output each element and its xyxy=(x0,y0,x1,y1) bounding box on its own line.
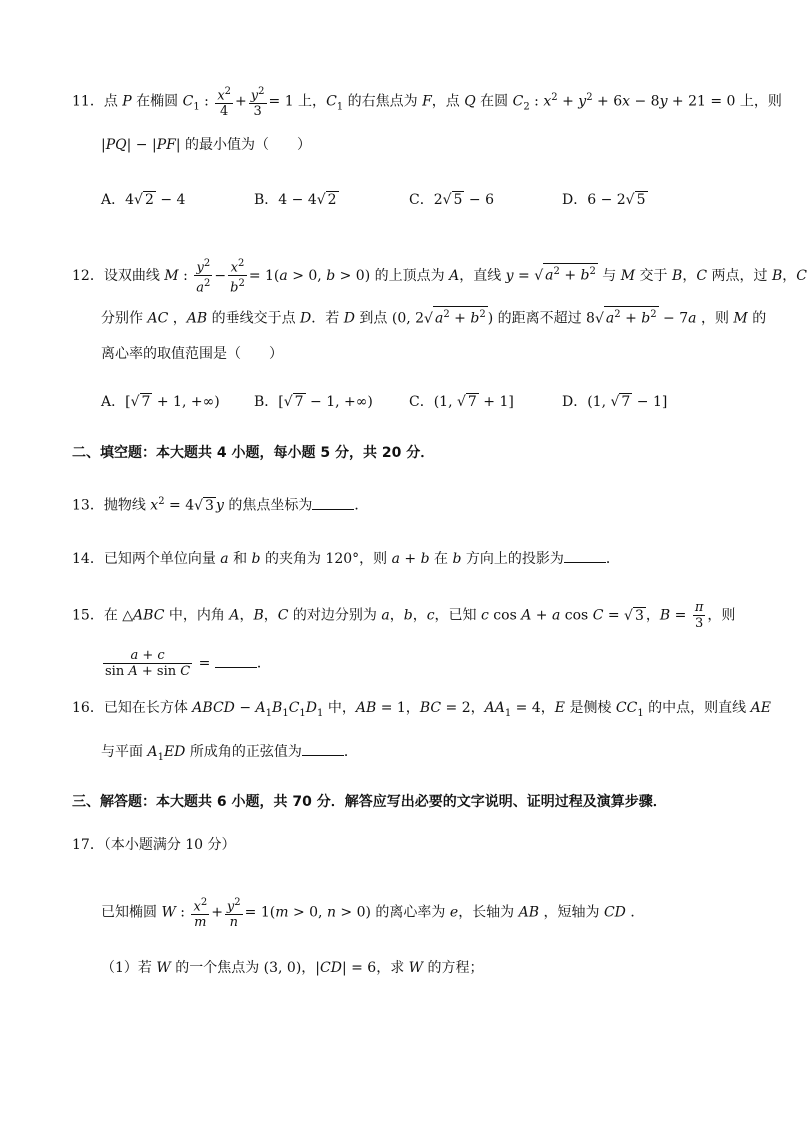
q12-option-c[interactable]: C．(1, √ 7 + 1] xyxy=(409,394,514,410)
q17-part1: （1）若 W 的一个焦点为 (3, 0)，|CD| = 6，求 W 的方程； xyxy=(101,960,484,976)
q12-number: 12． xyxy=(72,267,104,284)
q16-line2: 与平面 $A_1ED$ 所成角的正弦值为 ． xyxy=(101,741,358,768)
q15-number: 15． xyxy=(72,607,104,624)
q12-option-d[interactable]: D．(1, √ 7 − 1] xyxy=(562,394,668,410)
q16-answer-blank[interactable] xyxy=(302,741,344,756)
q11-option-d[interactable]: D．6 − 2√ 5 xyxy=(562,192,646,208)
q11-line1: 11．点 P 在椭圆 $C_1$ : $\frac{x^2}{4}$ + $\frac{y^2}{3}$ = 1 上，$C_1$ 的右焦点为 F，点 Q 在圆 $C_2$ : $x^2 + y^2 + 6x - 8y + 21 = 0$ 上，则 xyxy=(72,86,782,120)
q11-number: 11． xyxy=(72,93,104,110)
q12-line1: 12．设双曲线 M : $\frac{y^2}{a^2}$ − $\frac{x^2}{b^2}$ = 1(a > 0, b > 0) 的上顶点为 A，直线 y = √ $a^2 + b^2$ 与 M 交于 B，C 两点，过 B，C xyxy=(72,258,807,296)
q11-line2: |PQ| − |PF| 的最小值为（ ） xyxy=(101,137,312,153)
q12-option-a[interactable]: A．[√ 7 + 1, +∞) xyxy=(101,394,220,410)
q15-line1: 15．在 △ABC 中，内角 A，B，C 的对边分别为 a，b，c，已知 c cos A + a cos C = √ 3 ，B = $\frac{\pi}{3}$ ，则 xyxy=(72,600,736,631)
q11-frac-x: $\frac{x^2}{4}$ xyxy=(217,86,232,120)
q11-frac-y: $\frac{y^2}{3}$ xyxy=(250,86,265,120)
q17-number: 17． xyxy=(72,837,104,853)
q13-answer-blank[interactable] xyxy=(312,495,354,510)
q15-answer-blank[interactable] xyxy=(215,653,257,668)
q12-line2: 分别作 AC ，AB 的垂线交于点 D．若 D 到点 (0, 2√ $a^2 + b^2$ ) 的距离不超过 8√ $a^2 + b^2 - 7a$ ，则 M 的 xyxy=(101,306,766,329)
section-3-heading: 三、解答题：本大题共 6 小题，共 70 分．解答应写出必要的文字说明、证明过程及演算步骤． xyxy=(72,794,667,810)
q14-answer-blank[interactable] xyxy=(564,548,606,563)
section-2-heading: 二、填空题：本大题共 4 小题，每小题 5 分，共 20 分． xyxy=(72,445,435,461)
q17-header: 17．（本小题满分 10 分） xyxy=(72,837,236,853)
q11-option-b[interactable]: B．4 − 4√ 2 xyxy=(254,192,337,208)
q17-line1: 已知椭圆 W : $\frac{x^2}{m}$ + $\frac{y^2}{n}$ = 1(m > 0, n > 0) 的离心率为 e，长轴为 AB ，短轴为 CD ． xyxy=(101,897,645,931)
q16-number: 16． xyxy=(72,700,104,716)
q15-line2: $\frac{a + c}{\text{sin A + sin C}}$ = ． xyxy=(105,648,271,679)
q14-number: 14． xyxy=(72,551,104,567)
q13: 13．抛物线 $x^2 = 4√$ 3 y 的焦点坐标为 ． xyxy=(72,496,369,514)
q12-option-b[interactable]: B．[√ 7 − 1, +∞) xyxy=(254,394,373,410)
q11-option-a[interactable]: A．4√ 2 − 4 xyxy=(101,192,186,208)
q11-option-c[interactable]: C．2√ 5 − 6 xyxy=(409,192,495,208)
q12-line3: 离心率的取值范围是（ ） xyxy=(101,346,283,362)
q15-frac: $\frac{a + c}{\text{sin A + sin C}}$ xyxy=(105,648,191,679)
q13-number: 13． xyxy=(72,497,104,514)
q16-line1: 16．已知在长方体 ABCD − $A_1B_1C_1D_1$ 中，AB = 1，BC = 2，$AA_1 = 4$，E 是侧棱 $CC_1$ 的中点，则直线 AE xyxy=(72,700,771,719)
q14: 14．已知两个单位向量 a 和 b 的夹角为 120°，则 a + b 在 b 方向上的投影为 ． xyxy=(72,548,620,569)
